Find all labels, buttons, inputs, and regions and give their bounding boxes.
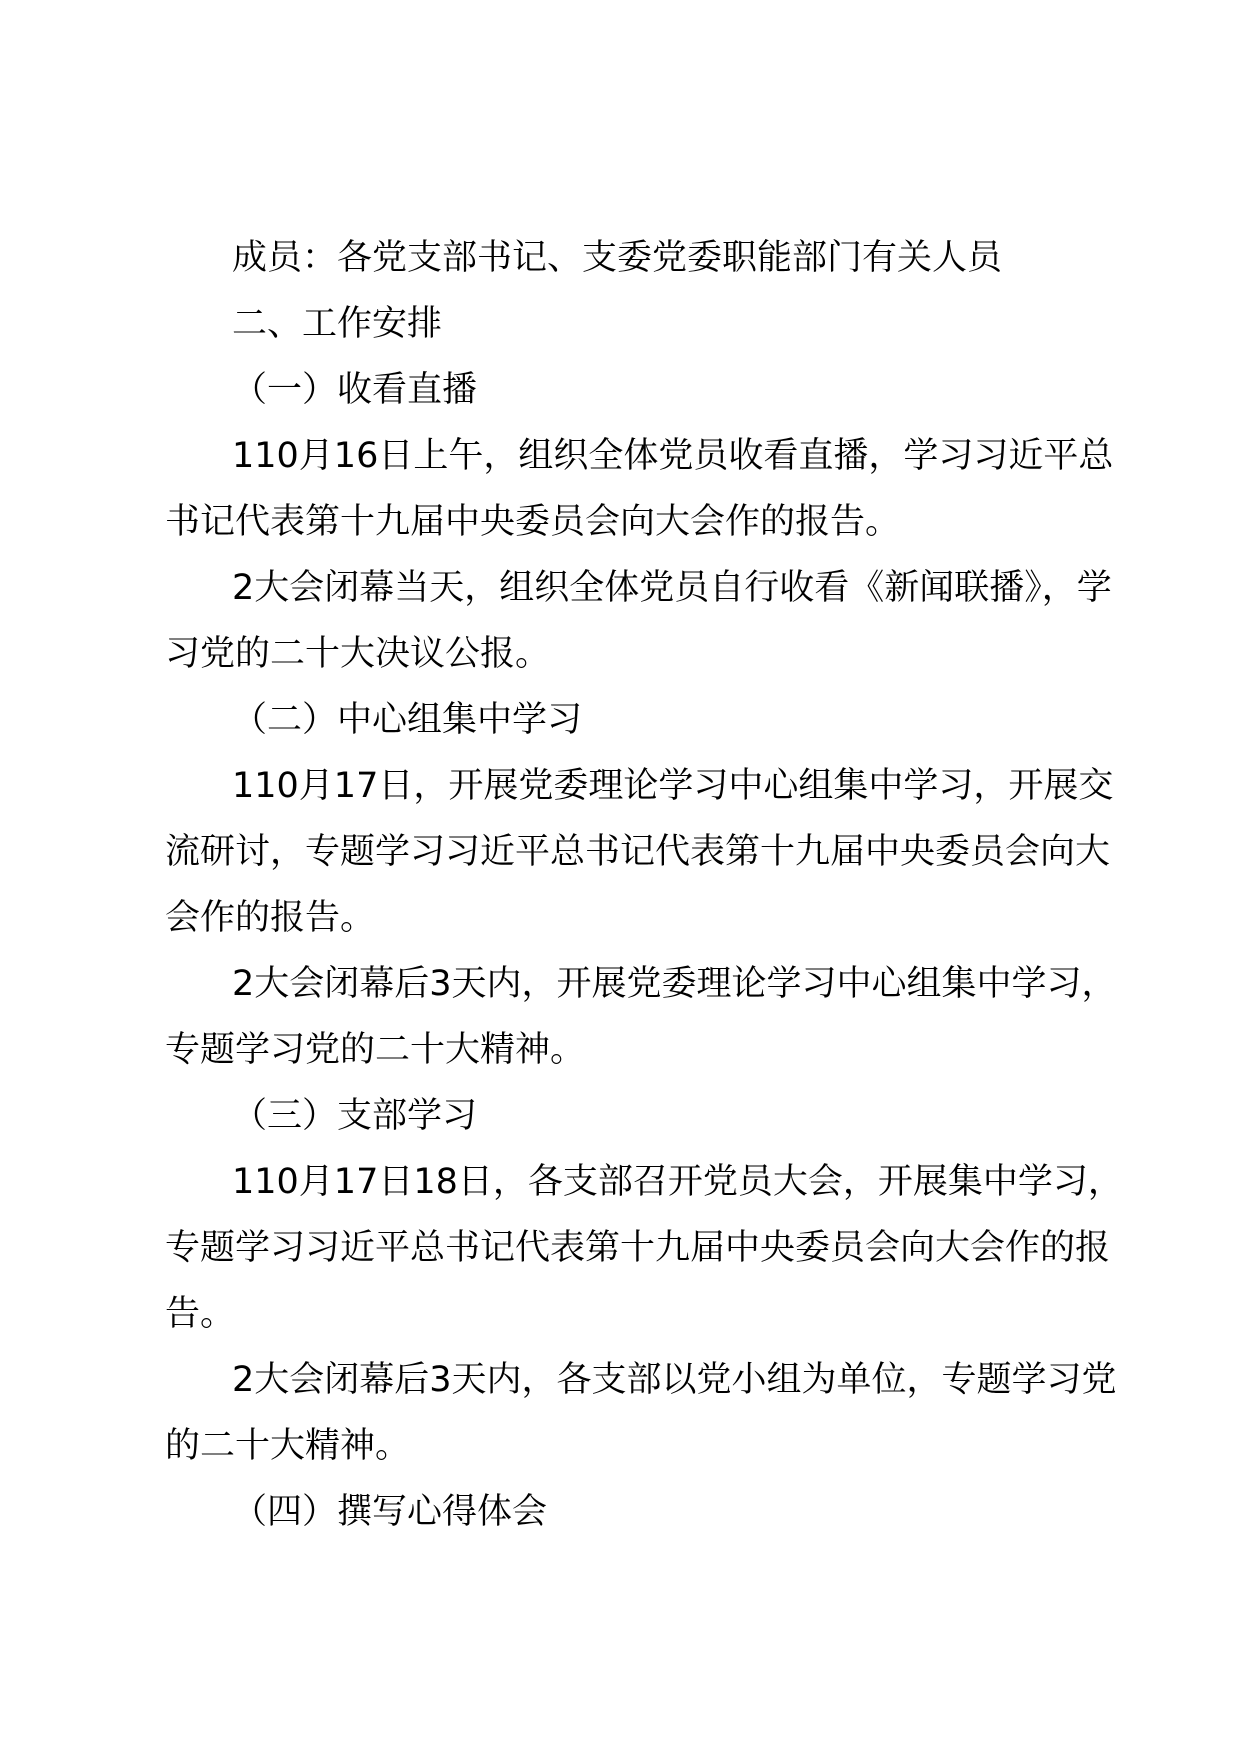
subheading-central-group-study: （二）中心组集中学习	[232, 700, 583, 740]
paragraph-watch-live-1: 110月16日上午，组织全体党员收看直播，学习习近平总书记代表第十九届中央委员会向大会作的报告。	[165, 436, 1114, 542]
subheading-watch-live: （一）收看直播	[232, 370, 478, 410]
subheading-write-reflections: （四）撰写心得体会	[232, 1492, 548, 1532]
section-heading-work-arrangement: 二、工作安排	[232, 304, 443, 344]
document-body	[165, 225, 1125, 1545]
paragraph-branch-study-2: 2大会闭幕后3天内，各支部以党小组为单位，专题学习党的二十大精神。	[165, 1360, 1117, 1466]
paragraph-central-group-1: 110月17日，开展党委理论学习中心组集中学习，开展交流研讨，专题学习习近平总书记代表第十九届中央委员会向大会作的报告。	[165, 766, 1114, 938]
paragraph-watch-live-2: 2大会闭幕当天，组织全体党员自行收看《新闻联播》，学习党的二十大决议公报。	[165, 568, 1112, 674]
members-line: 成员：各党支部书记、支委党委职能部门有关人员	[232, 238, 1003, 278]
subheading-branch-study: （三）支部学习	[232, 1096, 478, 1136]
paragraph-branch-study-1: 110月17日18日，各支部召开党员大会，开展集中学习，专题学习习近平总书记代表第十九届中央委员会向大会作的报告。	[165, 1162, 1123, 1334]
paragraph-central-group-2: 2大会闭幕后3天内，开展党委理论学习中心组集中学习，专题学习党的二十大精神。	[165, 964, 1117, 1070]
